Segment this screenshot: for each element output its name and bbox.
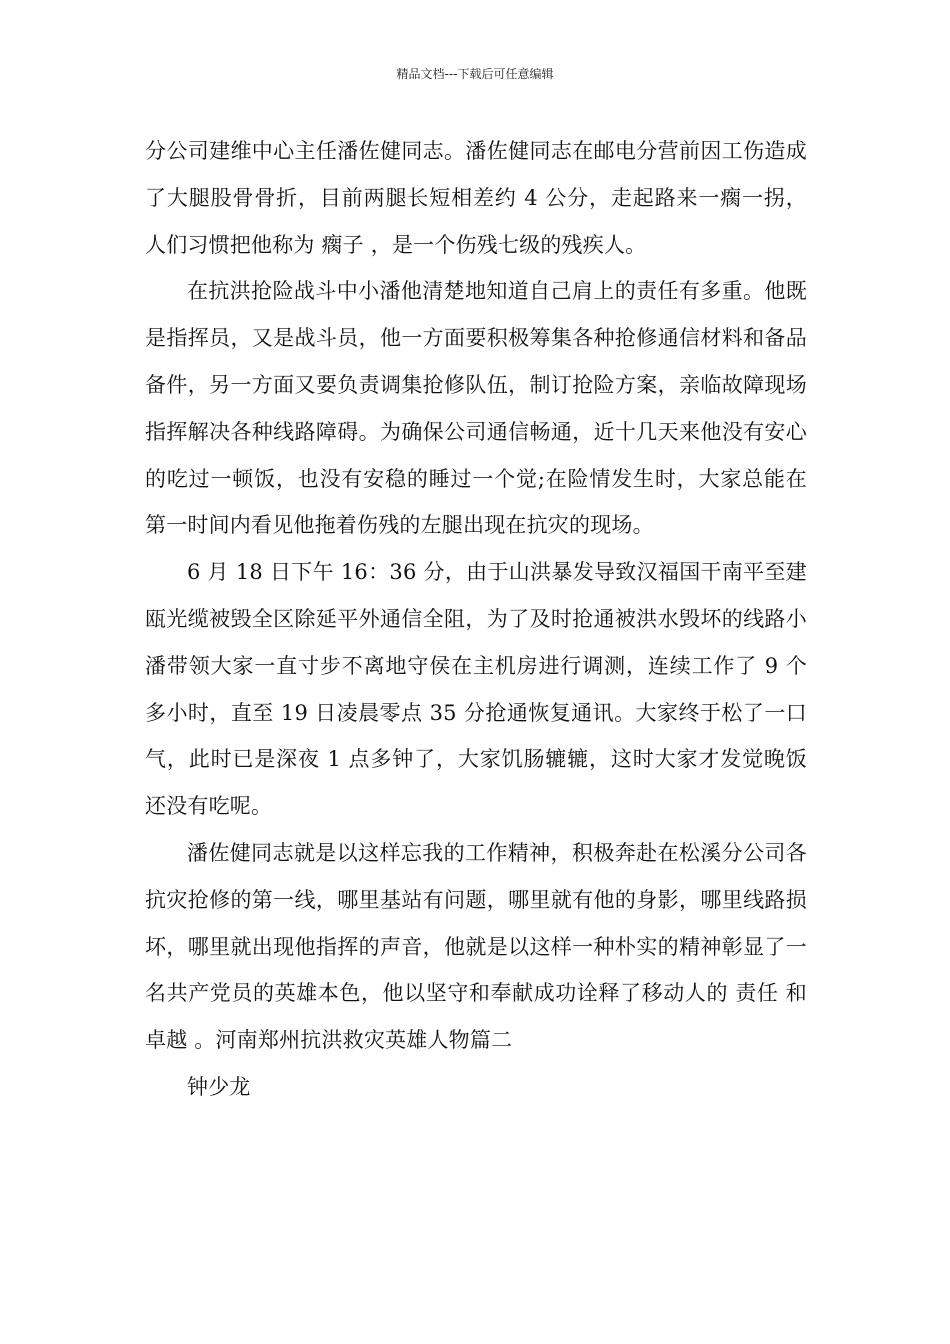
paragraph-4: 潘佐健同志就是以这样忘我的工作精神，积极奔赴在松溪分公司各抗灾抢修的第一线，哪里基站有问题，哪里就有他的身影，哪里线路损坏，哪里就出现他指挥的声音，他就是以这样一种朴实的精神彰显了一名共产党员的英雄本色，他以坚守和奉献成功诠释了移动人的 责任 和 卓越 。河南郑州抗洪救灾英雄人物篇二 [145, 840, 807, 1053]
paragraph-5-name: 钟少龙 [187, 1074, 251, 1099]
page-header: 精品文档---下载后可任意编辑 [396, 67, 554, 81]
paragraph-3: 6 月 18 日下午 16：36 分，由于山洪暴发导致汉福国干南平至建瓯光缆被毁全区除延平外通信全阻，为了及时抢通被洪水毁坏的线路小潘带领大家一直寸步不离地守侯在主机房进行调测，连续工作了 9 个多小时，直至 19 日凌晨零点 35 分抢通恢复通讯。大家终于松了一口气，此时已是深夜 1 点多钟了，大家饥肠辘辘，这时大家才发觉晚饭还没有吃呢。 [145, 560, 807, 819]
paragraph-1: 分公司建维中心主任潘佐健同志。潘佐健同志在邮电分营前因工伤造成了大腿股骨骨折，目前两腿长短相差约 4 公分，走起路来一瘸一拐，人们习惯把他称为 瘸子 ，是一个伤残七级的残疾人。 [145, 139, 807, 257]
paragraph-2: 在抗洪抢险战斗中小潘他清楚地知道自己肩上的责任有多重。他既是指挥员，又是战斗员，他一方面要积极筹集各种抢修通信材料和备品备件，另一方面又要负责调集抢修队伍，制订抢险方案，亲临故障现场指挥解决各种线路障碍。为确保公司通信畅通，近十几天来他没有安心的吃过一顿饭，也没有安稳的睡过一个觉;在险情发生时，大家总能在第一时间内看见他拖着伤残的左腿出现在抗灾的现场。 [145, 279, 807, 538]
document-body [145, 128, 807, 1111]
